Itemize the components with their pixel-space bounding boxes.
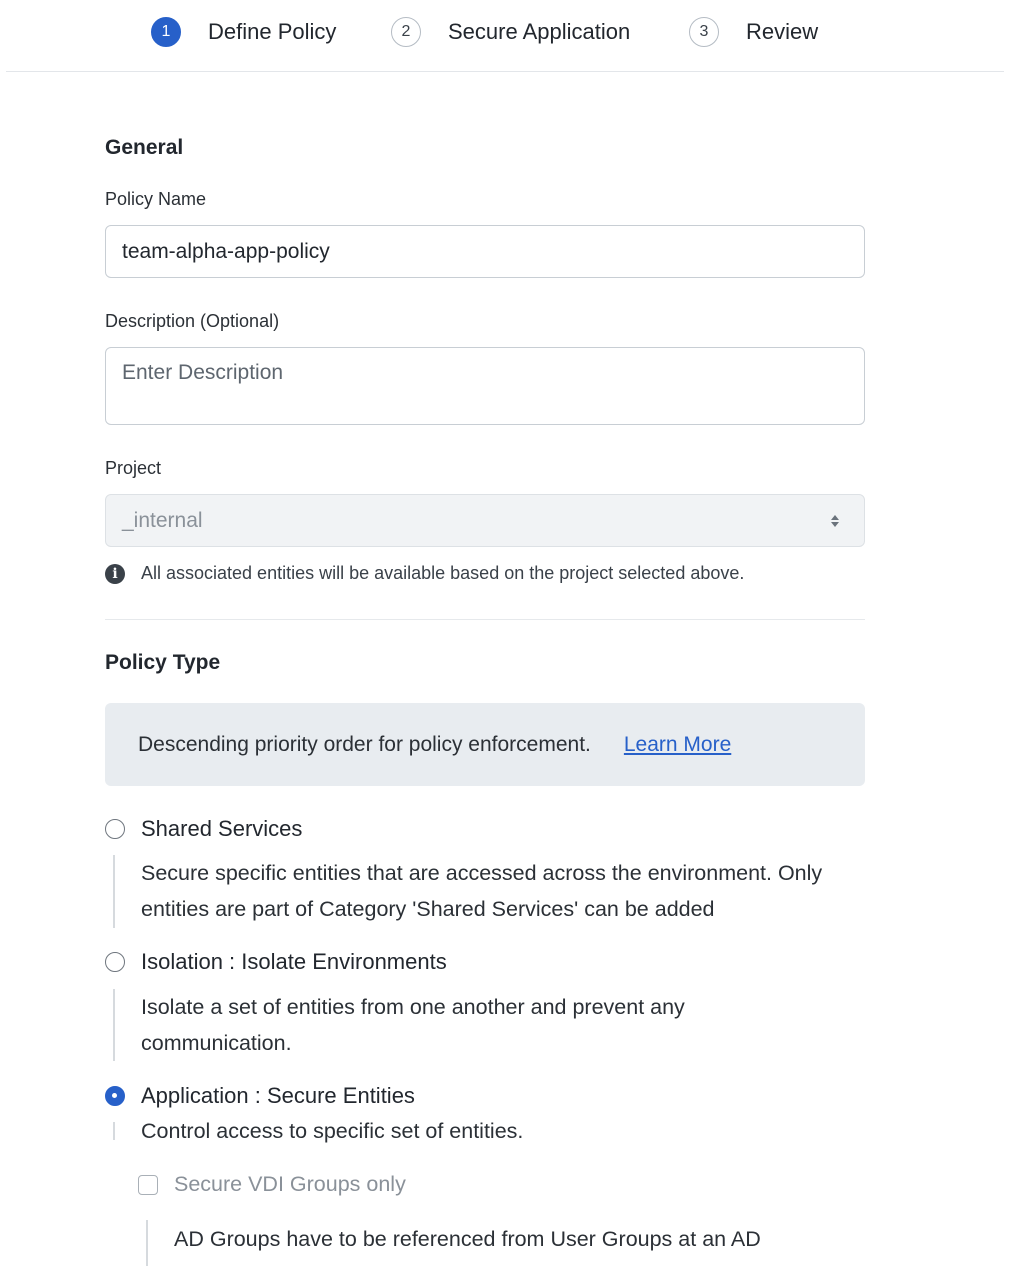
step-number: 1 <box>151 17 181 47</box>
wizard-stepper <box>0 0 1014 72</box>
project-info-note <box>105 563 744 584</box>
info-icon: i <box>105 564 125 584</box>
project-select[interactable] <box>105 494 865 547</box>
radio-isolation[interactable] <box>105 949 447 975</box>
project-select-value: _internal <box>122 508 203 532</box>
vdi-description <box>146 1220 866 1266</box>
radio-button[interactable] <box>105 819 125 839</box>
description-textarea[interactable] <box>105 347 865 425</box>
radio-button[interactable] <box>105 952 125 972</box>
vdi-description-text: AD Groups have to be referenced from User Groups at an AD <box>174 1227 761 1251</box>
option-description <box>113 1119 873 1143</box>
option-description-text: Secure specific entities that are accessed across the environment. Only entities are part of Category 'Shared Services' can be added <box>141 861 823 921</box>
banner-text: Descending priority order for policy enforcement. <box>138 732 591 756</box>
step-secure-application[interactable] <box>391 15 630 49</box>
checkbox-label: Secure VDI Groups only <box>174 1172 406 1196</box>
radio-application[interactable] <box>105 1083 415 1109</box>
option-description-text: Isolate a set of entities from one another and prevent any communication. <box>141 995 685 1055</box>
radio-button[interactable] <box>105 1086 125 1106</box>
policy-type-title: Policy Type <box>105 651 221 674</box>
radio-label: Isolation : Isolate Environments <box>141 949 447 974</box>
option-description <box>113 855 873 928</box>
step-define-policy[interactable] <box>151 15 336 49</box>
stepper-divider <box>6 71 1004 72</box>
description-label: Description (Optional) <box>105 311 280 331</box>
learn-more-link[interactable]: Learn More <box>623 732 732 756</box>
option-description-text: Control access to specific set of entities. <box>141 1119 524 1143</box>
section-divider <box>105 619 865 620</box>
project-info-text: All associated entities will be available based on the project selected above. <box>141 563 745 583</box>
option-description <box>113 989 753 1061</box>
sort-caret-icon <box>830 513 840 529</box>
policy-name-input[interactable] <box>105 225 865 278</box>
general-section-title: General <box>105 136 184 159</box>
secure-vdi-checkbox[interactable] <box>138 1175 158 1195</box>
step-label: Review <box>746 19 819 44</box>
policy-name-label: Policy Name <box>105 189 207 209</box>
project-label: Project <box>105 458 162 478</box>
step-review[interactable] <box>689 15 818 49</box>
step-number: 2 <box>391 17 421 47</box>
radio-label: Shared Services <box>141 816 303 841</box>
radio-label: Application : Secure Entities <box>141 1083 415 1108</box>
step-number: 3 <box>689 17 719 47</box>
priority-info-banner <box>105 703 865 786</box>
radio-shared-services[interactable] <box>105 816 302 842</box>
step-label: Secure Application <box>448 19 631 44</box>
secure-vdi-checkbox-row[interactable] <box>138 1172 406 1197</box>
step-label: Define Policy <box>208 19 337 44</box>
